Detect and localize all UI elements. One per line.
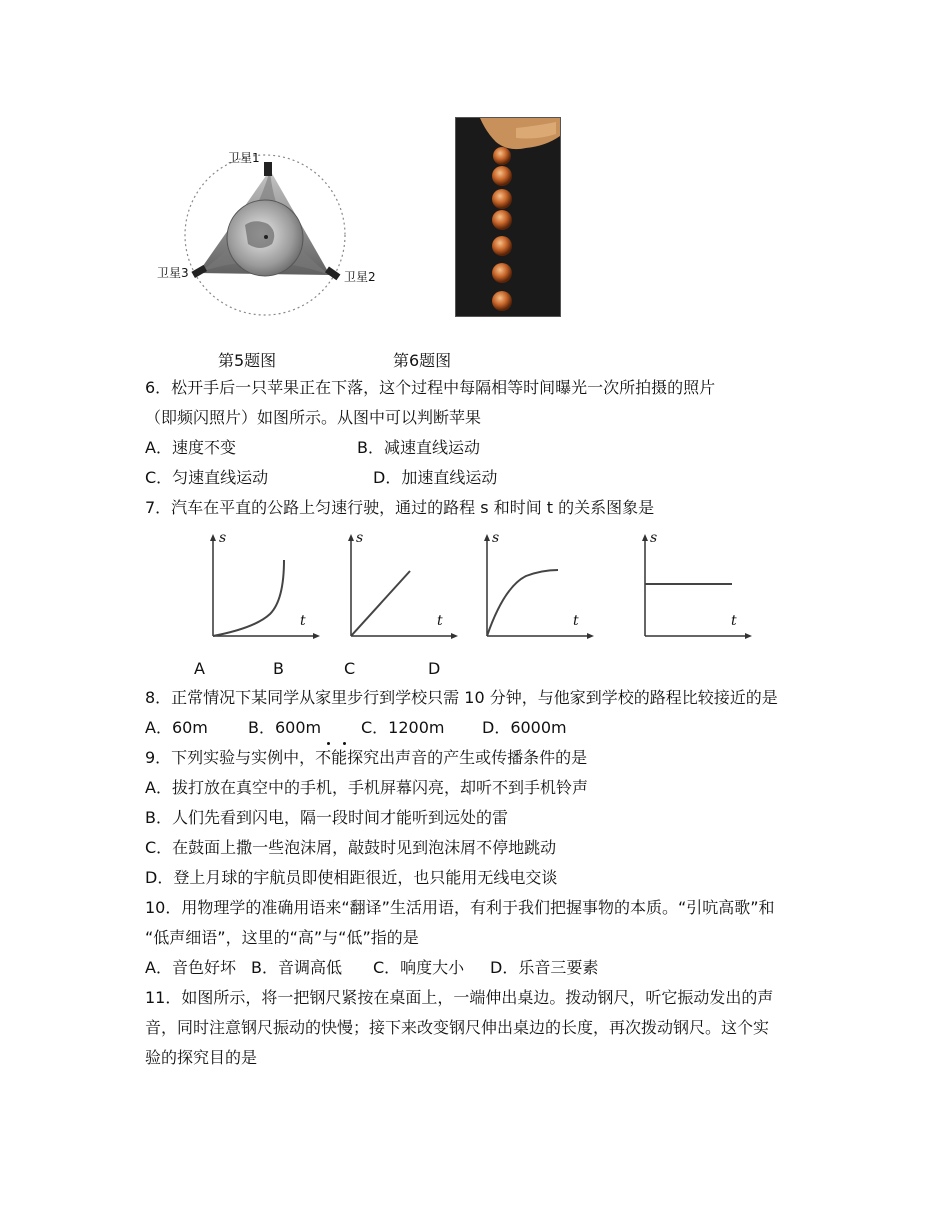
q7-graph-letter-b: B: [273, 659, 284, 678]
q10-option-c: C．响度大小: [373, 958, 465, 977]
q7-graph-letter-d: D: [428, 659, 441, 678]
q9-option-c: C．在鼓面上撒一些泡沫屑，敲鼓时见到泡沫屑不停地跳动: [145, 838, 557, 857]
q10-stem-line1: 10．用物理学的准确用语来“翻译”生活用语，有利于我们把握事物的本质。“引吭高歌”和: [145, 898, 775, 917]
q8-option-a: A．60m: [145, 718, 208, 737]
apple-frame: [492, 210, 512, 230]
satellite-1: [264, 162, 272, 176]
satellite-1-label: 卫星1: [228, 151, 260, 165]
apple-frame: [492, 263, 512, 283]
q6-stem-line1: 6．松开手后一只苹果正在下落，这个过程中每隔相等时间曝光一次所拍摄的照片: [145, 378, 716, 397]
q8-option-c: C．1200m: [361, 718, 445, 737]
q7-graph-d-xlabel: t: [731, 613, 737, 629]
q6-option-b: B．减速直线运动: [357, 438, 480, 457]
q7-graph-a-xlabel: t: [300, 613, 306, 629]
q6-option-d: D．加速直线运动: [373, 468, 498, 487]
q11-stem-line3: 验的探究目的是: [145, 1048, 258, 1067]
q11-stem-line1: 11．如图所示，将一把钢尺紧按在桌面上，一端伸出桌边。拨动钢尺，听它振动发出的声: [145, 988, 774, 1007]
figure-5-satellites: [150, 140, 370, 320]
curve-saturating: [487, 570, 558, 636]
q7-stem: 7．汽车在平直的公路上匀速行驶，通过的路程 s 和时间 t 的关系图象是: [145, 498, 655, 517]
q8-option-d: D．6000m: [482, 718, 567, 737]
emphasis-dot: [327, 742, 330, 745]
emphasis-dot: [343, 742, 346, 745]
q7-graph-letter-a: A: [194, 659, 205, 678]
q7-graph-d-ylabel: s: [650, 530, 658, 546]
q6-stem-line2: （即频闪照片）如图所示。从图中可以判断苹果: [145, 408, 482, 427]
q7-graph-a-ylabel: s: [219, 530, 227, 546]
apple-frame: [492, 189, 512, 209]
apple-frame: [492, 291, 512, 311]
figure-6-strobe-photo: [455, 117, 561, 317]
apple-frame: [492, 166, 512, 186]
figure-6-caption: 第6题图: [393, 351, 452, 370]
q8-stem: 8．正常情况下某同学从家里步行到学校只需 10 分钟，与他家到学校的路程比较接近的是: [145, 688, 778, 707]
q7-graph-letter-c: C: [344, 659, 356, 678]
q10-option-d: D．乐音三要素: [490, 958, 599, 977]
q9-option-b: B．人们先看到闪电，隔一段时间才能听到远处的雷: [145, 808, 508, 827]
q6-option-c: C．匀速直线运动: [145, 468, 269, 487]
satellite-2-label: 卫星2: [344, 270, 376, 284]
apple-frame: [492, 236, 512, 256]
q10-option-a: A．音色好坏: [145, 958, 236, 977]
q6-option-a: A．速度不变: [145, 438, 236, 457]
figure-5-caption: 第5题图: [218, 351, 277, 370]
q8-option-b: B．600m: [248, 718, 322, 737]
q7-graph-c-ylabel: s: [492, 530, 500, 546]
q7-graph-c-xlabel: t: [573, 613, 579, 629]
q7-graph-b-xlabel: t: [437, 613, 443, 629]
satellite-3-label: 卫星3: [157, 266, 189, 280]
q9-stem: 9．下列实验与实例中，不能探究出声音的产生或传播条件的是: [145, 748, 588, 767]
curve-exponential: [213, 560, 284, 636]
q11-stem-line2: 音，同时注意钢尺振动的快慢；接下来改变钢尺伸出桌边的长度，再次拨动钢尺。这个实: [145, 1018, 770, 1037]
falling-apple-photo: [456, 118, 560, 316]
q9-option-a: A．拔打放在真空中的手机，手机屏幕闪亮，却听不到手机铃声: [145, 778, 588, 797]
curve-linear: [351, 571, 410, 636]
apple-frame: [493, 147, 511, 165]
q10-stem-line2: “低声细语”，这里的“高”与“低”指的是: [145, 928, 419, 947]
q10-option-b: B．音调高低: [251, 958, 342, 977]
q7-graph-b-ylabel: s: [356, 530, 364, 546]
q9-option-d: D．登上月球的宇航员即使相距很近，也只能用无线电交谈: [145, 868, 558, 887]
satellite-diagram: [150, 140, 370, 320]
